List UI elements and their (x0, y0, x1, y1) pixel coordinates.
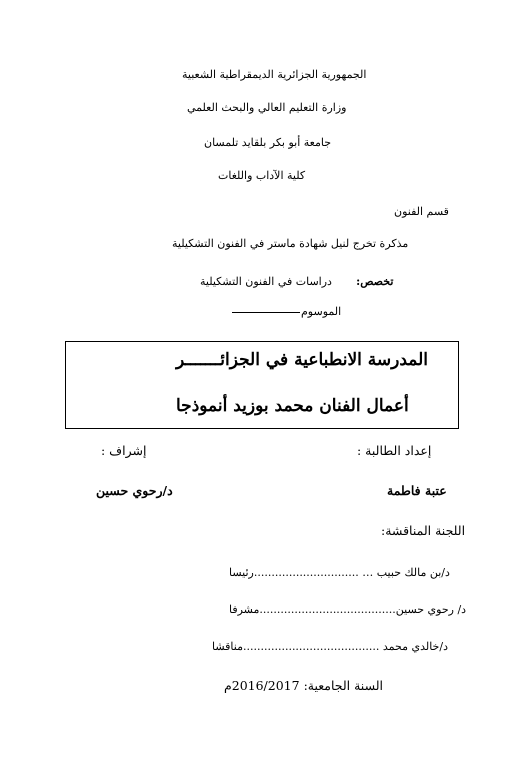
committee-member-examiner: د/خالدي محمد .......................................مناقشا (212, 640, 448, 653)
thesis-title-line2: أعمال الفنان محمد بوزيد أنموذجا (176, 396, 409, 416)
faculty-name: كلية الآداب واللغات (218, 169, 306, 182)
specialty-label: تخصص: (356, 275, 394, 288)
ministry-name: وزارة التعليم العالي والبحث العلمي (187, 101, 347, 114)
republic-name: الجمهورية الجزائرية الديمقراطية الشعبية (182, 68, 367, 81)
student-name: عتبة فاطمة (387, 483, 447, 498)
topic-label (232, 305, 341, 318)
university-name: جامعة أبو بكر بلقايد تلمسان (204, 136, 331, 149)
supervision-label: إشراف : (101, 443, 147, 458)
topic-text: الموسوم (301, 305, 342, 318)
specialty-value: دراسات في الفنون التشكيلية (200, 275, 332, 288)
specialty-line (200, 270, 393, 289)
prepared-by-label: إعداد الطالبة : (357, 443, 432, 458)
topic-line (232, 311, 300, 313)
memo-description: مذكرة تخرج لنيل شهادة ماستر في الفنون التشكيلية (172, 237, 409, 250)
department-name: قسم الفنون (394, 205, 449, 218)
committee-member-supervisor: د/ رحوي حسين.......................................مشرفا (229, 603, 467, 616)
committee-heading: اللجنة المناقشة: (381, 523, 466, 538)
committee-member-chair: د/بن مالك حبيب … ..............................رئيسا (229, 566, 450, 579)
supervisor-name: د/رحوي حسين (96, 483, 173, 498)
academic-year: السنة الجامعية: 2016/2017م (224, 678, 384, 693)
thesis-title-line1: المدرسة الانطباعية في الجزائـــــــر (176, 350, 429, 370)
